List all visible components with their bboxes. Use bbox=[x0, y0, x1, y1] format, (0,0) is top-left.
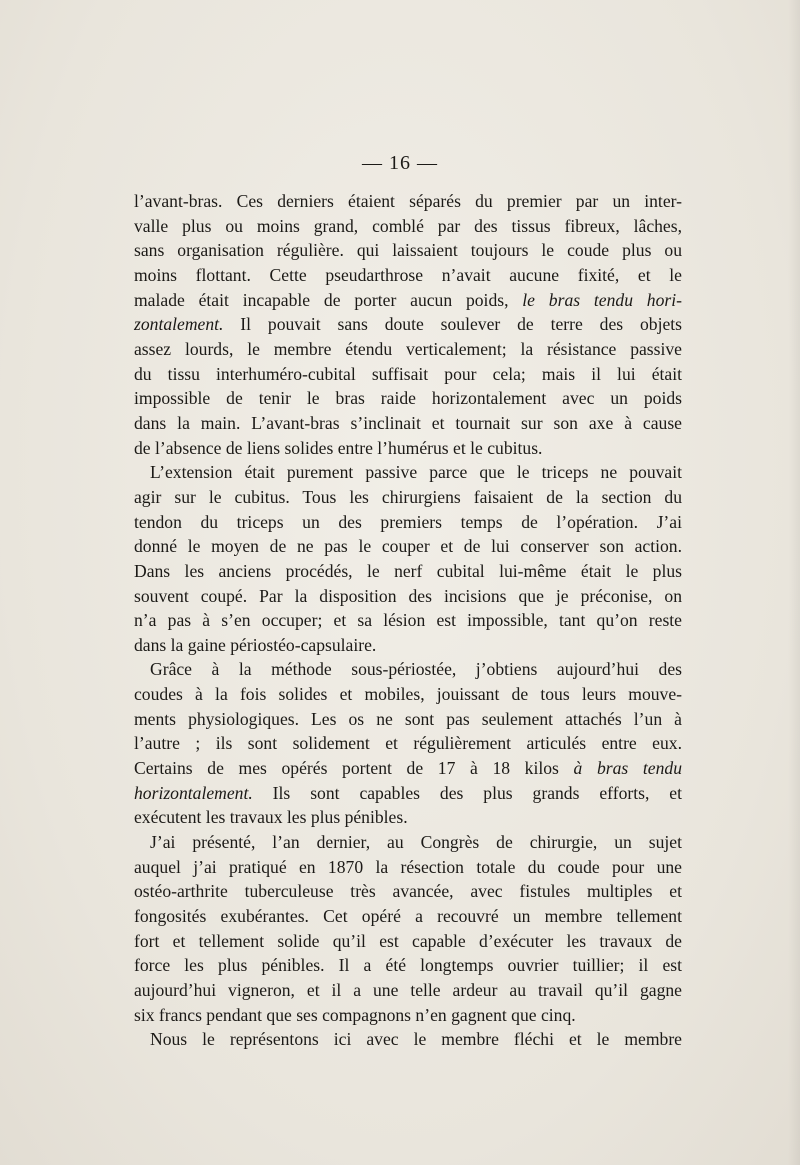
text-line: ostéo-arthrite tuberculeuse très avancée, avec fistules multiples et bbox=[134, 881, 682, 902]
text-segment: Ils sont capables des plus grands efforts, et bbox=[252, 782, 682, 803]
text-line bbox=[134, 756, 682, 781]
text-line: l’avant-bras. Ces derniers étaient séparés du premier par un inter- bbox=[134, 191, 682, 211]
text-line: valle plus ou moins grand, comblé par des tissus fibreux, lâches, bbox=[134, 215, 682, 236]
italic-segment: le bras tendu hori- bbox=[522, 289, 682, 310]
text-line: tendon du triceps un des premiers temps de l’opération. J’ai bbox=[134, 511, 682, 532]
text-segment: Certains de mes opérés portent de 17 à 18 kilos bbox=[134, 758, 574, 779]
text-line: fort et tellement solide qu’il est capable d’exécuter les travaux de bbox=[134, 930, 682, 951]
text-line bbox=[134, 312, 682, 337]
text-line: dans la main. L’avant-bras s’inclinait et tournait sur son axe à cause bbox=[134, 412, 682, 433]
text-line: six francs pendant que ses compagnons n’en gagnent que cinq. bbox=[134, 1004, 576, 1025]
text-line: Grâce à la méthode sous-périostée, j’obtiens aujourd’hui des bbox=[150, 659, 682, 680]
text-line: force les plus pénibles. Il a été longtemps ouvrier tuillier; il est bbox=[134, 955, 682, 976]
text-line: moins flottant. Cette pseudarthrose n’avait aucune fixité, et le bbox=[134, 264, 682, 285]
text-line: sans organisation régulière. qui laissaient toujours le coude plus ou bbox=[134, 240, 682, 261]
page-number: — 16 — bbox=[362, 152, 438, 174]
page-edge-shadow bbox=[788, 0, 800, 1165]
text-segment: malade était incapable de porter aucun poids, bbox=[134, 289, 523, 310]
italic-segment: horizontalement. bbox=[134, 782, 253, 803]
text-line: de l’absence de liens solides entre l’humérus et le cubitus. bbox=[134, 437, 543, 458]
text-line: donné le moyen de ne pas le couper et de lui conserver son action. bbox=[134, 536, 682, 557]
text-line bbox=[134, 781, 682, 806]
text-line: Dans les anciens procédés, le nerf cubital lui-même était le plus bbox=[134, 560, 682, 581]
text-line: exécutent les travaux les plus pénibles. bbox=[134, 807, 408, 828]
italic-segment: à bras tendu bbox=[573, 758, 682, 779]
text-line: auquel j’ai pratiqué en 1870 la résection totale du coude pour une bbox=[134, 856, 682, 877]
text-line: souvent coupé. Par la disposition des incisions que je préconise, on bbox=[134, 585, 682, 606]
text-line: dans la gaine périostéo-capsulaire. bbox=[134, 634, 377, 655]
italic-segment: zontalement. bbox=[134, 314, 224, 335]
text-line: L’extension était purement passive parce que le triceps ne pouvait bbox=[150, 462, 682, 483]
text-line: assez lourds, le membre étendu verticalement; la résistance passive bbox=[134, 338, 682, 359]
text-line: l’autre ; ils sont solidement et régulièrement articulés entre eux. bbox=[134, 733, 682, 754]
text-line: impossible de tenir le bras raide horizontalement avec un poids bbox=[134, 388, 682, 409]
text-line: Nous le représentons ici avec le membre fléchi et le membre bbox=[150, 1029, 682, 1050]
text-line: n’a pas à s’en occuper; et sa lésion est impossible, tant qu’on reste bbox=[134, 610, 682, 631]
text-line: coudes à la fois solides et mobiles, jouissant de tous leurs mouve- bbox=[134, 684, 682, 705]
text-line: fongosités exubérantes. Cet opéré a recouvré un membre tellement bbox=[134, 906, 682, 927]
text-line: J’ai présenté, l’an dernier, au Congrès de chirurgie, un sujet bbox=[150, 832, 682, 853]
text-line bbox=[134, 288, 682, 313]
text-line: du tissu interhuméro-cubital suffisait pour cela; mais il lui était bbox=[134, 363, 682, 384]
text-segment: Il pouvait sans doute soulever de terre des objets bbox=[223, 314, 682, 335]
text-line: agir sur le cubitus. Tous les chirurgiens faisaient de la section du bbox=[134, 486, 682, 507]
body-text bbox=[134, 189, 682, 1052]
text-line: ments physiologiques. Les os ne sont pas seulement attachés l’un à bbox=[134, 708, 682, 729]
text-line: aujourd’hui vigneron, et il a une telle ardeur au travail qu’il gagne bbox=[134, 980, 682, 1000]
